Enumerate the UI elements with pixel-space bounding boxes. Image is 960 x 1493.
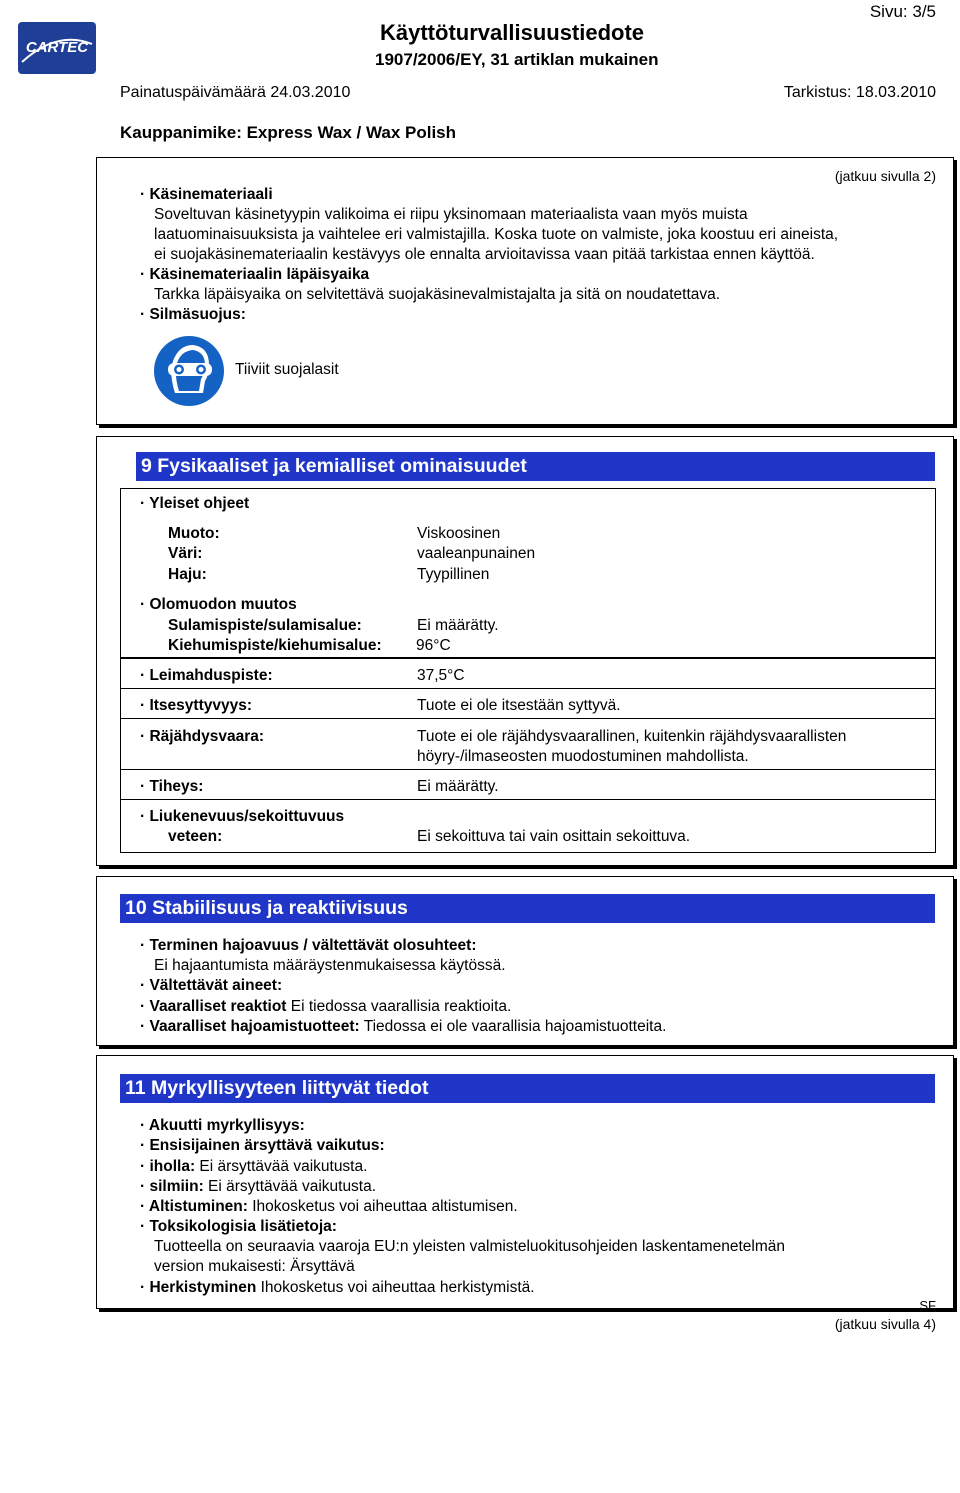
decomp-line bbox=[140, 1018, 666, 1036]
section-11-title: 11 Myrkyllisyyteen liittyvät tiedot bbox=[120, 1074, 935, 1103]
solubility-value: Ei sekoittuva tai vain osittain sekoittuva. bbox=[417, 828, 691, 845]
breakthrough-label: · Käsinemateriaalin läpäisyaika bbox=[140, 266, 369, 284]
form-value: Viskoosinen bbox=[417, 525, 501, 542]
primary-label: · Ensisijainen ärsyttävä vaikutus: bbox=[140, 1137, 385, 1155]
melting-value: Ei määrätty. bbox=[417, 617, 499, 634]
odor-label: Haju: bbox=[168, 566, 207, 583]
flash-label: · Leimahduspiste: bbox=[140, 667, 273, 685]
flash-value: 37,5°C bbox=[417, 667, 465, 684]
section-10-title: 10 Stabiilisuus ja reaktiivisuus bbox=[120, 894, 935, 923]
trade-name: Kauppanimike: Express Wax / Wax Polish bbox=[120, 123, 457, 142]
boiling-label: Kiehumispiste/kiehumisalue: bbox=[168, 637, 382, 654]
color-value: vaaleanpunainen bbox=[417, 545, 536, 562]
glove-material-line-1: Soveltuvan käsinetyypin valikoima ei riipu yksinomaan materiaalista vaan myös muista bbox=[154, 206, 748, 223]
safety-goggles-icon bbox=[153, 335, 225, 407]
eye-protection-text: Tiiviit suojalasit bbox=[235, 361, 339, 378]
exposure-text: Ihokosketus voi aiheuttaa altistumisen. bbox=[252, 1198, 518, 1215]
reactions-text: Ei tiedossa vaarallisia reaktioita. bbox=[290, 998, 512, 1015]
density-label: · Tiheys: bbox=[140, 778, 203, 796]
general-label: · Yleiset ohjeet bbox=[140, 495, 249, 513]
section-9-title: 9 Fysikaaliset ja kemialliset ominaisuudet bbox=[136, 452, 935, 481]
skin-label: · iholla: bbox=[140, 1158, 195, 1175]
reactions-label: · Vaaralliset reaktiot bbox=[140, 998, 286, 1015]
document-subtitle: 1907/2006/EY, 31 artiklan mukainen bbox=[375, 50, 659, 69]
eyes-label: · silmiin: bbox=[140, 1178, 204, 1195]
explosion-label: · Räjähdysvaara: bbox=[140, 728, 264, 746]
sens-text: Ihokosketus voi aiheuttaa herkistymistä. bbox=[260, 1279, 535, 1296]
exposure-line bbox=[140, 1198, 518, 1216]
form-label: Muoto: bbox=[168, 525, 220, 542]
eye-protection-label: · Silmäsuojus: bbox=[140, 306, 246, 324]
density-row bbox=[120, 769, 936, 800]
continued-to: (jatkuu sivulla 4) bbox=[834, 1316, 936, 1332]
tox-text-1: Tuotteella on seuraavia vaaroja EU:n yleisten valmisteluokitusohjeiden laskentamenetelmän bbox=[154, 1238, 785, 1255]
explosion-value-2: höyry-/ilmaseosten muodostuminen mahdollista. bbox=[417, 748, 749, 765]
breakthrough-text: Tarkka läpäisyaika on selvitettävä suojakäsinevalmistajalta ja sitä on noudatettava. bbox=[154, 286, 721, 303]
continued-from: (jatkuu sivulla 2) bbox=[834, 168, 936, 184]
state-change-label: · Olomuodon muutos bbox=[140, 596, 297, 614]
self-ignition-value: Tuote ei ole itsestään syttyvä. bbox=[417, 697, 621, 714]
skin-line bbox=[140, 1158, 367, 1176]
footer-language: SF bbox=[919, 1298, 936, 1313]
eyes-text: Ei ärsyttävää vaikutusta. bbox=[208, 1178, 377, 1195]
tox-label: · Toksikologisia lisätietoja: bbox=[140, 1218, 337, 1236]
decomp-label: · Vaaralliset hajoamistuotteet: bbox=[140, 1018, 360, 1035]
acute-label: · Akuutti myrkyllisyys: bbox=[140, 1117, 305, 1135]
reactions-line bbox=[140, 998, 511, 1016]
glove-material-line-3: ei suojakäsinemateriaalin kestävyys ole ennalta arvioitavissa vaan pitää tarkistaa ennen käyttöä. bbox=[154, 246, 815, 263]
skin-text: Ei ärsyttävää vaikutusta. bbox=[199, 1158, 368, 1175]
logo-text: CARTEC bbox=[25, 39, 89, 56]
eyes-line bbox=[140, 1178, 376, 1196]
color-label: Väri: bbox=[168, 545, 203, 562]
self-ignition-label: · Itsesyttyvyys: bbox=[140, 697, 252, 715]
revision-date: Tarkistus: 18.03.2010 bbox=[783, 84, 936, 101]
document-title: Käyttöturvallisuustiedote bbox=[380, 20, 645, 45]
cartec-logo bbox=[18, 22, 96, 74]
solubility-label-1: · Liukenevuus/sekoittuvuus bbox=[140, 808, 344, 826]
sens-label: · Herkistyminen bbox=[140, 1279, 256, 1296]
decomp-text: Tiedossa ei ole vaarallisia hajoamistuotteita. bbox=[363, 1018, 667, 1035]
melting-label: Sulamispiste/sulamisalue: bbox=[168, 617, 362, 634]
density-value: Ei määrätty. bbox=[417, 778, 499, 795]
page-number: Sivu: 3/5 bbox=[869, 2, 936, 21]
odor-value: Tyypillinen bbox=[417, 566, 490, 583]
explosion-value-1: Tuote ei ole räjähdysvaarallinen, kuitenkin räjähdysvaarallisten bbox=[417, 728, 847, 745]
print-date: Painatuspäivämäärä 24.03.2010 bbox=[120, 84, 351, 101]
tox-text-2: version mukaisesti: Ärsyttävä bbox=[154, 1258, 355, 1275]
thermal-text: Ei hajaantumista määräystenmukaisessa käytössä. bbox=[154, 957, 506, 974]
glove-material-label: · Käsinemateriaali bbox=[140, 186, 273, 204]
thermal-label: · Terminen hajoavuus / vältettävät olosuhteet: bbox=[140, 937, 476, 955]
avoid-label: · Vältettävät aineet: bbox=[140, 977, 282, 995]
exposure-label: · Altistuminen: bbox=[140, 1198, 248, 1215]
solubility-label-2: veteen: bbox=[168, 828, 223, 845]
boiling-value: 96°C bbox=[416, 637, 451, 654]
glove-material-line-2: laatuominaisuuksista ja vaihtelee eri valmistajilla. Koska tuote on valmiste, joka koostuu eri aineista, bbox=[154, 226, 839, 243]
sens-line bbox=[140, 1279, 535, 1297]
